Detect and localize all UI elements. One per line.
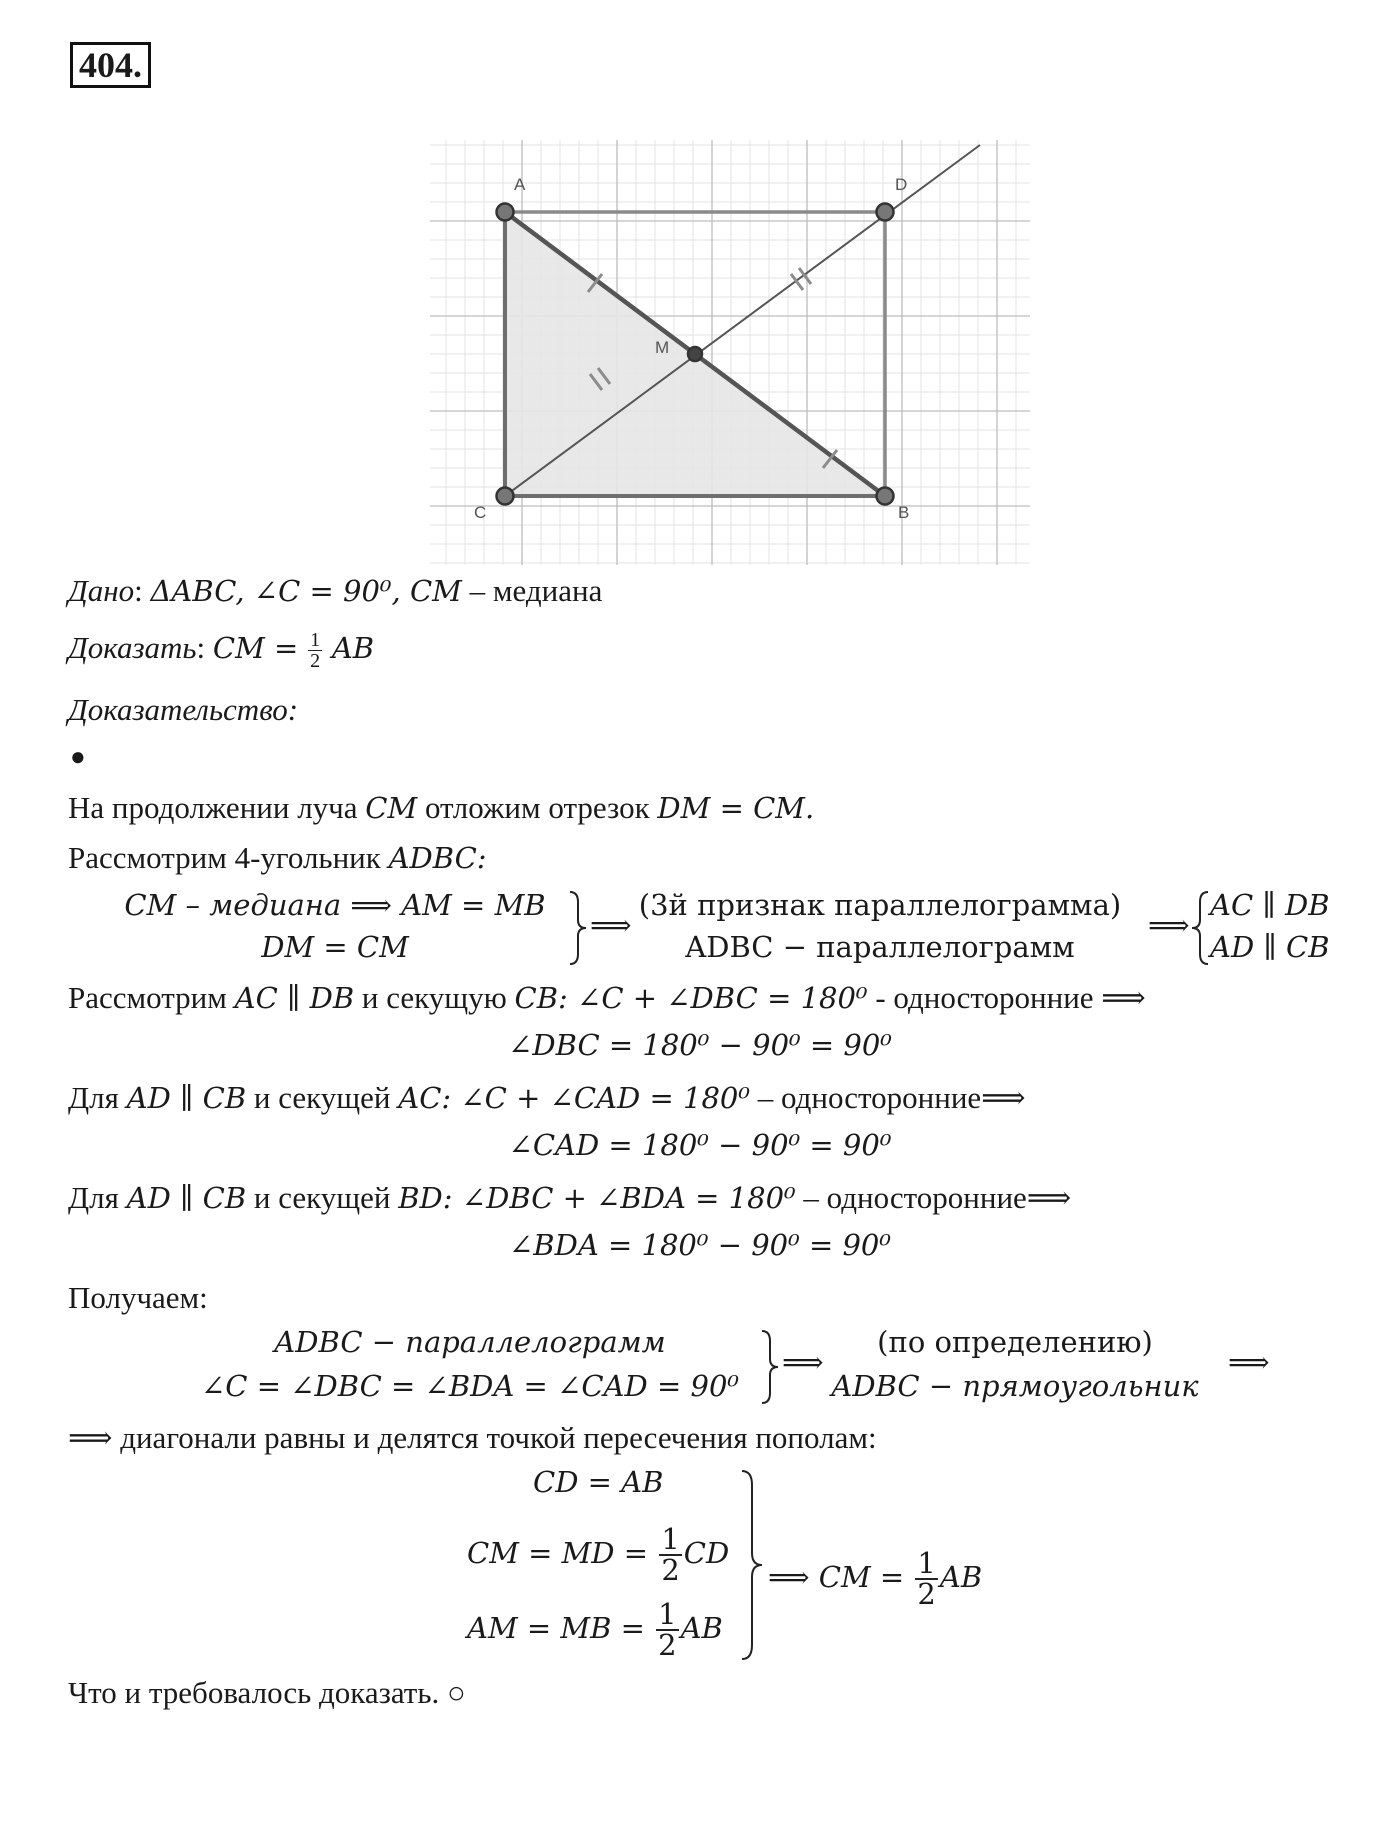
sys1-row2: DM = CM (261, 930, 409, 964)
point-d (877, 204, 894, 221)
sys1-row1: CM – медиана ⟹ AM = MB (124, 888, 546, 922)
proof-heading: Доказательство: (68, 692, 299, 727)
label-b: B (898, 503, 910, 522)
given-line: Дано: ΔABC, ∠C = 90⁰, CM – медиана (68, 573, 603, 608)
label-c: C (474, 503, 487, 522)
line-1: На продолжении луча CM отложим отрезок DM = CM. (68, 790, 815, 825)
equation-3: ∠BDA = 180⁰ − 90⁰ = 90⁰ (508, 1228, 892, 1262)
sys1-mid1: (3й признак параллелограмма) (638, 888, 1122, 922)
line-4: Для AD ∥ CB и секущей AC: ∠C + ∠CAD = 180⁰ – односторонние⟹ (68, 1080, 1026, 1115)
point-m (688, 347, 702, 361)
sys2-mid2: ADBC − прямоугольник (831, 1369, 1199, 1403)
problem-number: 404. (70, 42, 151, 88)
system-3 (440, 1465, 1000, 1665)
line-2: Рассмотрим 4-угольник ADBC: (68, 840, 487, 875)
sys2-mid1: (по определению) (877, 1325, 1153, 1359)
label-m: M (655, 338, 670, 357)
sys3-row2: CM = MD = $\frac{1}{2}$ CD (467, 1522, 730, 1587)
final-line: Что и требовалось доказать. ○ (68, 1675, 466, 1710)
system-2: ADBC − параллелограмм ∠C = ∠DBC = ∠BDA = ∠CAD = 90⁰ ⟹ (по определению) ADBC − прямоугольник ⟹ (180, 1325, 1280, 1409)
system-1: CM – медиана ⟹ AM = MB DM = CM ⟹ (3й признак параллелограмма) ADBC − параллелограмм ⟹ AC ∥ DB AD ∥ CB (124, 888, 1330, 964)
prove-fraction: $\frac{1}{2}$ (310, 629, 321, 673)
geometry-figure (430, 140, 1030, 565)
prove-rhs: AB (331, 631, 375, 665)
equation-1: ∠DBC = 180⁰ − 90⁰ = 90⁰ (508, 1028, 892, 1062)
line-6: Получаем: (68, 1280, 208, 1315)
label-d: D (895, 175, 908, 194)
sys3-row3: AM = MB = $\frac{1}{2}$ AB (467, 1597, 723, 1662)
prove-line: Доказать: CM = $\frac{1}{2}$ AB (68, 629, 375, 673)
given-expr: ΔABC, ∠C = 90⁰, CM (150, 574, 462, 608)
bullet: ● (70, 742, 86, 771)
given-text: – медиана (469, 573, 603, 608)
point-a (497, 204, 514, 221)
sys1-res2: AD ∥ CB (1210, 930, 1330, 964)
sys2-row2: ∠C = ∠DBC = ∠BDA = ∠CAD = 90⁰ (200, 1369, 740, 1403)
prove-label: Доказать (68, 630, 197, 665)
sys2-row1: ADBC − параллелограмм (274, 1325, 666, 1359)
line-3: Рассмотрим AC ∥ DB и секущую CB: ∠C + ∠DBC = 180⁰ - односторонние ⟹ (68, 980, 1146, 1015)
point-c (497, 488, 514, 505)
sys1-res1: AC ∥ DB (1210, 888, 1330, 922)
point-b (877, 488, 894, 505)
sys3-row1: CD = AB (533, 1465, 664, 1499)
sys1-mid2: ADBC − параллелограмм (685, 930, 1075, 964)
prove-lhs: CM = (212, 631, 299, 665)
line-5: Для AD ∥ CB и секущей BD: ∠DBC + ∠BDA = 180⁰ – односторонние⟹ (68, 1180, 1072, 1215)
label-a: A (514, 175, 526, 194)
sys3-result: ⟹ CM = $\frac{1}{2}$ AB (768, 1546, 983, 1611)
given-label: Дано (68, 573, 135, 608)
equation-2: ∠CAD = 180⁰ − 90⁰ = 90⁰ (508, 1128, 892, 1162)
line-7: ⟹ диагонали равны и делятся точкой пересечения пополам: (68, 1420, 877, 1455)
